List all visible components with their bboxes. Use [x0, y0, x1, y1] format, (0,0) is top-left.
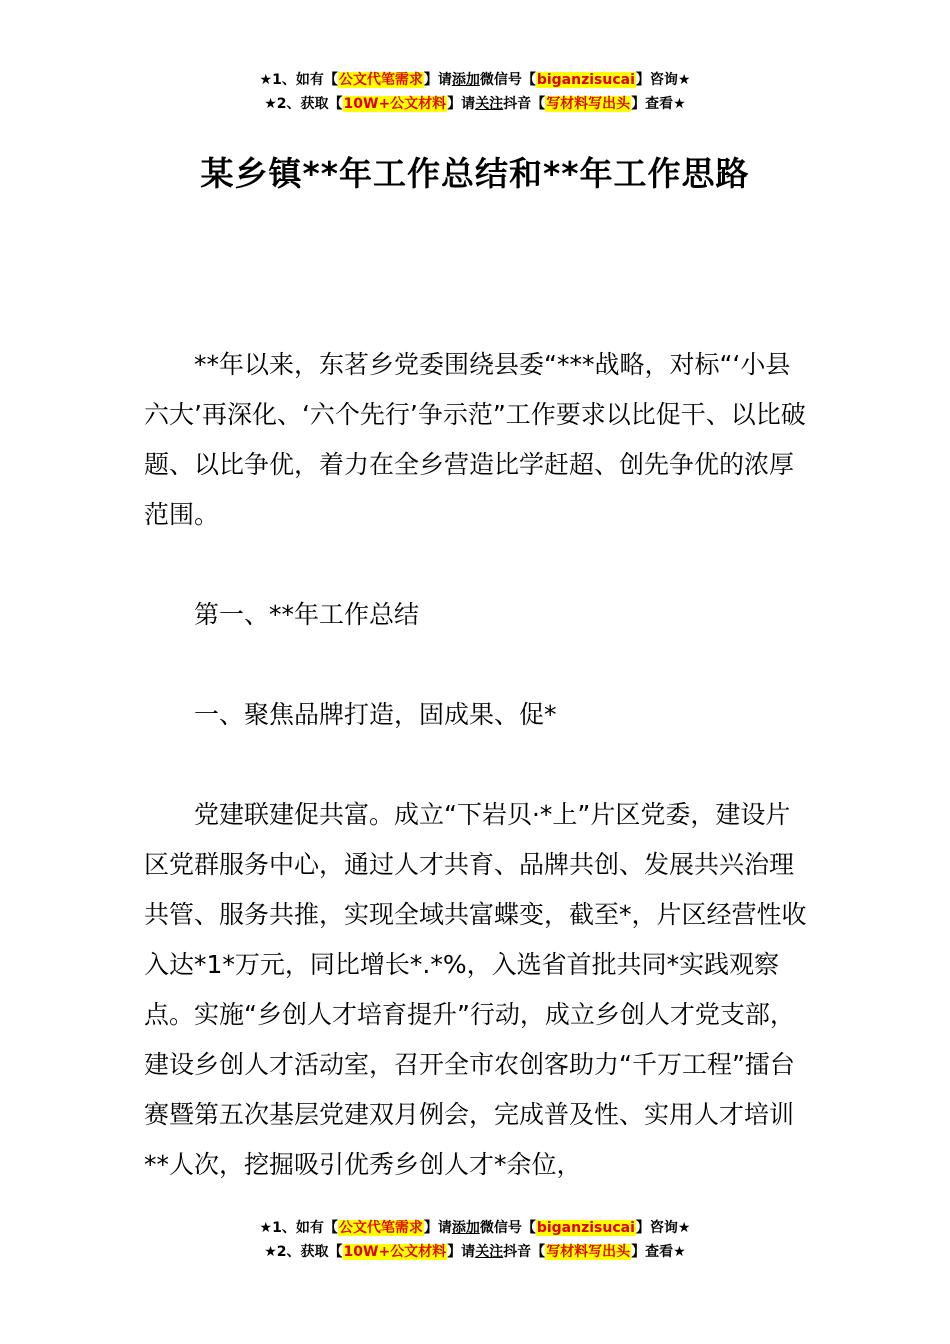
- banner-underlined: 关注: [475, 1244, 504, 1260]
- banner-text: 】查看★: [631, 1244, 686, 1260]
- banner-text: ★1、如有【: [259, 1220, 338, 1236]
- banner-text: 】请: [423, 72, 452, 88]
- document-title: 某乡镇**年工作总结和**年工作思路: [200, 154, 750, 193]
- banner-text: 】咨询★: [635, 1220, 691, 1236]
- banner-text: 】查看★: [631, 96, 686, 112]
- banner-text: 抖音【: [503, 96, 546, 112]
- banner-underlined: 关注: [475, 96, 504, 112]
- banner-text: 】请: [447, 1244, 476, 1260]
- banner-highlight: 写材料写出头: [546, 96, 631, 112]
- banner-line-1: [0, 68, 950, 92]
- banner-highlight: 写材料写出头: [546, 1244, 631, 1260]
- banner-text: 】咨询★: [635, 72, 691, 88]
- banner-text: 抖音【: [503, 1244, 546, 1260]
- paragraph-intro: **年以来，东茗乡党委围绕县委“***战略，对标“‘小县六大’再深化、‘六个先行’争示范”工作要求以比促干、以比破题、以比争优，着力在全乡营造比学赶超、创先争优的浓厚范围。: [144, 350, 806, 529]
- subsection-heading: 一、聚焦品牌打造，固成果、促*: [194, 700, 557, 729]
- banner-text: 微信号【: [479, 72, 536, 88]
- banner-highlight: 公文代笔需求: [338, 1220, 423, 1236]
- header-banner: [0, 68, 950, 116]
- banner-line-1: [0, 1216, 950, 1240]
- document-body: [144, 340, 814, 1190]
- banner-highlight: 公文代笔需求: [338, 72, 423, 88]
- banner-text: 微信号【: [479, 1220, 536, 1236]
- section-heading: 第一、**年工作总结: [194, 600, 420, 629]
- banner-line-2: [0, 1240, 950, 1264]
- banner-highlight: 10W+公文材料: [343, 1244, 447, 1260]
- banner-highlight: 10W+公文材料: [343, 96, 447, 112]
- banner-text: ★1、如有【: [259, 72, 338, 88]
- banner-highlight: biganzisucai: [536, 1220, 635, 1236]
- banner-text: ★2、获取【: [264, 1244, 343, 1260]
- banner-highlight: biganzisucai: [536, 72, 635, 88]
- banner-line-2: [0, 92, 950, 116]
- banner-text: 】请: [423, 1220, 452, 1236]
- banner-text: 】请: [447, 96, 476, 112]
- banner-text: ★2、获取【: [264, 96, 343, 112]
- paragraph-body: 党建联建促共富。成立“下岩贝·*上”片区党委，建设片区党群服务中心，通过人才共育、品牌共创、发展共兴治理共管、服务共推，实现全域共富蝶变，截至*，片区经营性收入达*1*万元，同比增长*.*%，入选省首批共同*实践观察点。实施“乡创人才培育提升”行动，成立乡创人才党支部，建设乡创人才活动室，召开全市农创客助力“千万工程”擂台赛暨第五次基层党建双月例会，完成普及性、实用人才培训**人次，挖掘吸引优秀乡创人才*余位，: [144, 800, 807, 1179]
- banner-underlined: 添加: [451, 72, 480, 88]
- footer-banner: [0, 1216, 950, 1264]
- banner-underlined: 添加: [451, 1220, 480, 1236]
